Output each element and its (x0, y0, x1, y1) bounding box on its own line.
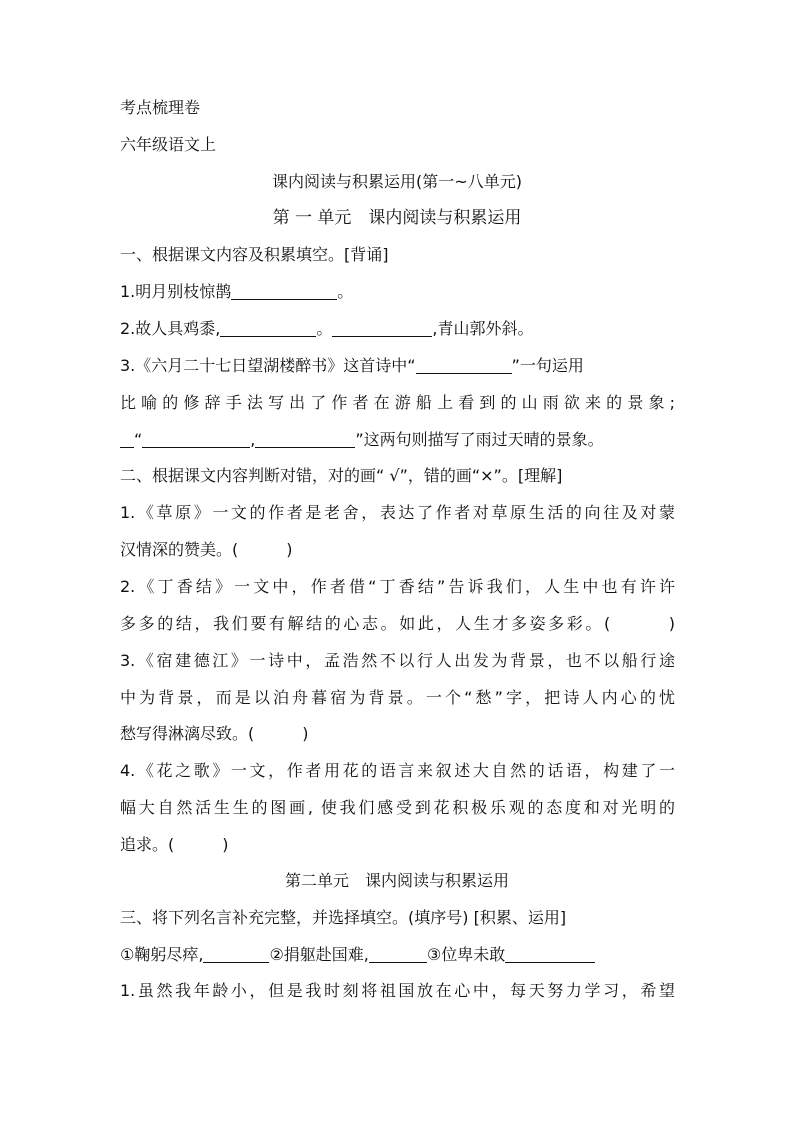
question-1-3-line3 (120, 429, 604, 451)
option-3: ③位卑未敢 (426, 945, 506, 964)
q1-text: 1.明月别枝惊鹊 (120, 282, 232, 301)
option-1: ①鞠躬尽瘁, (120, 945, 204, 964)
judge-4-line1: 4.《花之歌》一文，作者用花的语言来叙述大自然的话语，构建了一 (120, 761, 675, 780)
answer-blank[interactable] (416, 357, 512, 374)
answer-blank[interactable] (203, 946, 269, 963)
judge-4-line3: 追求。( ) (120, 835, 229, 854)
unit1-heading: 第 一 单元 课内阅读与积累运用 (272, 208, 522, 228)
q3-comma: , (250, 430, 256, 449)
option-2: ②捐躯赴国难, (269, 945, 369, 964)
document-title: 课内阅读与积累运用(第一~八单元) (272, 172, 522, 191)
judge-1-line2: 汉情深的赞美。( ) (120, 540, 293, 559)
answer-blank[interactable] (120, 431, 134, 448)
section3-title: 三、将下列名言补充完整，并选择填空。(填序号) [积累、运用] (120, 908, 567, 927)
q1-end: 。 (337, 282, 354, 301)
q2-end: ,青山郭外斜。 (432, 319, 534, 338)
answer-blank[interactable] (505, 946, 595, 963)
q3-text: 3.《六月二十七日望湖楼醉书》这首诗中“ (120, 356, 416, 375)
section2-title: 二、根据课文内容判断对错，对的画“ √”，错的画“×”。[理解] (120, 466, 563, 485)
answer-blank[interactable] (231, 283, 337, 300)
judge-3-line1: 3.《宿建德江》一诗中，孟浩然不以行人出发为背景，也不以船行途 (120, 651, 675, 670)
question-1-2 (120, 318, 533, 340)
judge-2-line1: 2.《丁香结》一文中，作者借“丁香结”告诉我们，人生中也有许许 (120, 577, 675, 596)
q3-open-quote: “ (134, 430, 143, 449)
judge-4-line2: 幅大自然活生生的图画, 使我们感受到花积极乐观的态度和对光明的 (120, 798, 675, 817)
judge-2-line2: 多多的结，我们要有解结的心志。如此，人生才多姿多彩。( ) (120, 614, 675, 633)
question-1-3-line2: 比喻的修辞手法写出了作者在游船上看到的山雨欲来的景象; (120, 393, 675, 412)
q3-text-b: ”一句运用 (511, 356, 584, 375)
q3-end: ”这两句则描写了雨过天晴的景象。 (355, 430, 604, 449)
section1-title: 一、根据课文内容及积累填空。[背诵] (120, 245, 389, 264)
header-title: 考点梳理卷 (120, 98, 201, 117)
q2-text: 2.故人具鸡黍, (120, 319, 221, 338)
answer-blank[interactable] (332, 320, 432, 337)
answer-blank[interactable] (142, 431, 250, 448)
answer-blank[interactable] (255, 431, 355, 448)
header-subtitle: 六年级语文上 (120, 135, 217, 154)
options-line (120, 944, 595, 966)
q2-period: 。 (316, 319, 333, 338)
unit2-heading: 第二单元 课内阅读与积累运用 (284, 871, 509, 890)
judge-3-line2: 中为背景，而是以泊舟暮宿为背景。一个“愁”字，把诗人内心的忧 (120, 688, 675, 707)
answer-blank[interactable] (220, 320, 316, 337)
answer-blank[interactable] (369, 946, 427, 963)
judge-1-line1: 1.《草原》一文的作者是老舍，表达了作者对草原生活的向往及对蒙 (120, 503, 675, 522)
question-1-1 (120, 281, 353, 303)
judge-3-line3: 愁写得淋漓尽致。( ) (120, 724, 309, 743)
question-1-3 (120, 355, 584, 377)
unit2-question-1-line1: 1.虽然我年龄小，但是我时刻将祖国放在心中，每天努力学习，希望 (120, 981, 675, 1000)
